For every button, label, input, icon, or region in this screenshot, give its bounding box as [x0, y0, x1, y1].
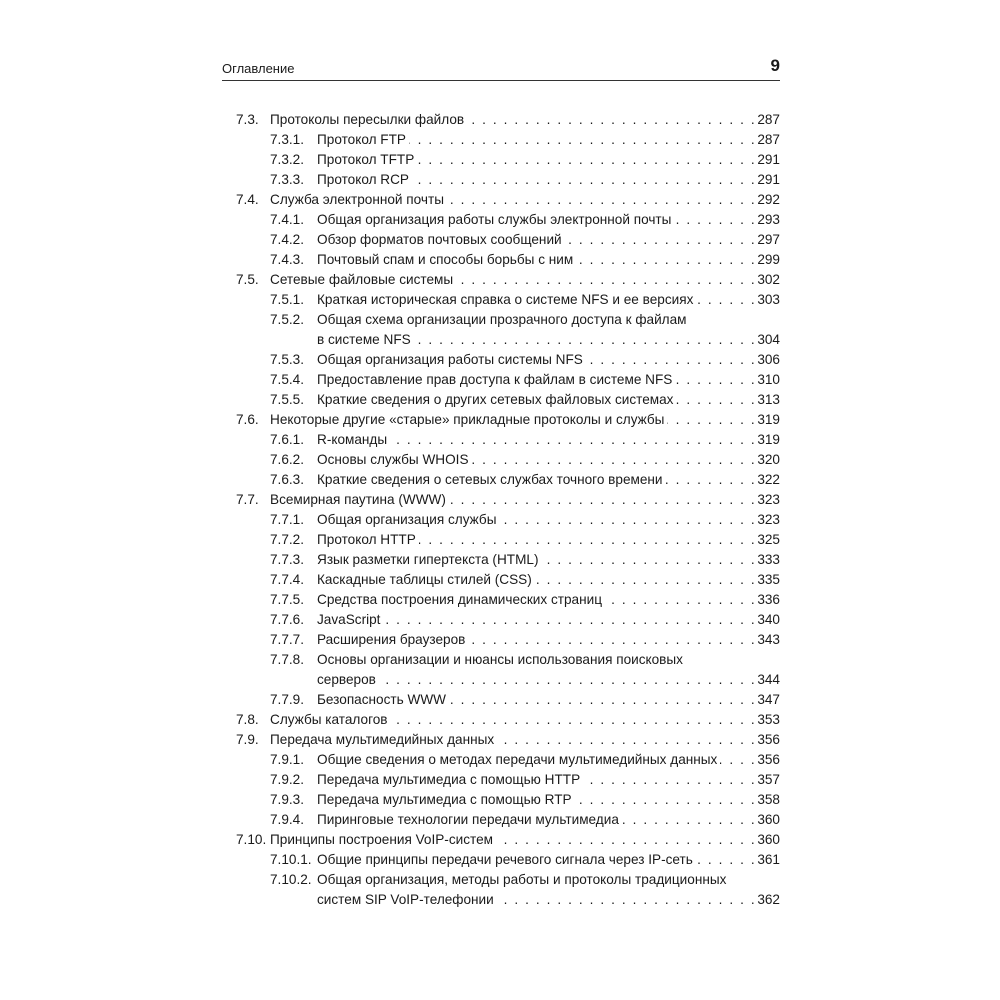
toc-entry-page: 336	[757, 592, 780, 607]
toc-entry-page: 319	[757, 432, 780, 447]
toc-subsection[interactable]	[222, 450, 780, 470]
toc-entry-number: 7.4.2.	[270, 232, 305, 247]
toc-entry-title: Предоставление прав доступа к файлам в системе NFS	[317, 372, 673, 387]
dot-leader	[576, 250, 756, 270]
toc-entry-number: 7.4.	[236, 192, 259, 207]
dot-leader	[541, 550, 756, 570]
toc-section[interactable]	[222, 110, 780, 130]
dot-leader	[496, 830, 756, 850]
running-title: Оглавление	[222, 61, 295, 76]
toc-subsection[interactable]	[222, 290, 780, 310]
toc-entry-page: 362	[757, 892, 780, 907]
toc-entry-title: Протокол RCP	[317, 172, 409, 187]
toc-subsection[interactable]	[222, 250, 780, 270]
toc-subsection[interactable]	[222, 310, 780, 350]
toc-entry-page: 291	[757, 152, 780, 167]
toc-entry-page: 293	[757, 212, 780, 227]
toc-subsection[interactable]	[222, 590, 780, 610]
toc-entry-title: Некоторые другие «старые» прикладные протоколы и службы	[270, 412, 665, 427]
dot-leader	[497, 730, 756, 750]
dot-leader	[467, 110, 756, 130]
toc-entry-title: Протокол TFTP	[317, 152, 415, 167]
toc-section[interactable]	[222, 190, 780, 210]
toc-entry-page: 356	[757, 732, 780, 747]
toc-entry-title-continued: серверов	[317, 672, 376, 687]
toc-entry-number: 7.10.	[236, 832, 267, 847]
toc-entry-number: 7.5.	[236, 272, 259, 287]
toc-subsection[interactable]	[222, 610, 780, 630]
toc-entry-title-continued: систем SIP VoIP-телефонии	[317, 892, 494, 907]
dot-leader	[535, 570, 757, 590]
toc-entry-number: 7.9.3.	[270, 792, 305, 807]
toc-entry-title: Краткие сведения о других сетевых файловых системах	[317, 392, 674, 407]
toc-entry-title: Каскадные таблицы стилей (CSS)	[317, 572, 532, 587]
toc-entry-page: 361	[757, 852, 780, 867]
toc-entry-number: 7.5.5.	[270, 392, 305, 407]
toc-entry-title: Средства построения динамических страниц	[317, 592, 602, 607]
toc-subsection[interactable]	[222, 690, 780, 710]
toc-entry-number: 7.7.2.	[270, 532, 305, 547]
toc-entry-number: 7.3.2.	[270, 152, 305, 167]
toc-entry-page: 306	[757, 352, 780, 367]
toc-entry-number: 7.7.8.	[270, 652, 305, 667]
dot-leader	[696, 850, 756, 870]
dot-leader	[447, 190, 756, 210]
toc-entry-page: 333	[757, 552, 780, 567]
toc-subsection[interactable]	[222, 770, 780, 790]
dot-leader	[409, 130, 756, 150]
toc-entry-title: Общая схема организации прозрачного доступа к файлам	[317, 312, 687, 327]
toc-entry-title: Обзор форматов почтовых сообщений	[317, 232, 562, 247]
dot-leader	[497, 890, 757, 910]
dot-leader	[583, 770, 756, 790]
toc-subsection[interactable]	[222, 750, 780, 770]
toc-entry-number: 7.7.9.	[270, 692, 305, 707]
page-number: 9	[770, 56, 780, 75]
toc-entry-page: 292	[757, 192, 780, 207]
toc-entry-page: 291	[757, 172, 780, 187]
toc-entry-number: 7.7.6.	[270, 612, 305, 627]
toc-entry-title: Общая организация работы системы NFS	[317, 352, 583, 367]
toc-entry-number: 7.6.1.	[270, 432, 305, 447]
toc-entry-number: 7.5.1.	[270, 292, 305, 307]
dot-leader	[499, 510, 756, 530]
toc-entry-page: 287	[757, 132, 780, 147]
toc-entry-title: Язык разметки гипертекста (HTML)	[317, 552, 539, 567]
toc-subsection[interactable]	[222, 810, 780, 830]
toc-subsection[interactable]	[222, 130, 780, 150]
toc-subsection[interactable]	[222, 150, 780, 170]
toc-entry-number: 7.4.1.	[270, 212, 305, 227]
dot-leader	[676, 390, 756, 410]
toc-entry-number: 7.7.1.	[270, 512, 305, 527]
toc-subsection[interactable]	[222, 570, 780, 590]
toc-subsection[interactable]	[222, 550, 780, 570]
toc-subsection[interactable]	[222, 530, 780, 550]
toc-section[interactable]	[222, 410, 780, 430]
toc-entry-title: Протокол HTTP	[317, 532, 416, 547]
toc-entry-number: 7.9.	[236, 732, 259, 747]
toc-entry-number: 7.10.2.	[270, 872, 312, 887]
toc-subsection[interactable]	[222, 870, 780, 910]
dot-leader	[696, 290, 756, 310]
toc-section[interactable]	[222, 710, 780, 730]
toc-subsection[interactable]	[222, 430, 780, 450]
toc-entry-title: Почтовый спам и способы борьбы с ним	[317, 252, 574, 267]
dot-leader	[472, 450, 757, 470]
dot-leader	[586, 350, 756, 370]
toc-entry-number: 7.4.3.	[270, 252, 305, 267]
toc-entry-title-continued: в системе NFS	[317, 332, 411, 347]
dot-leader	[675, 370, 756, 390]
toc-entry-number: 7.7.4.	[270, 572, 305, 587]
toc-subsection[interactable]	[222, 230, 780, 250]
dot-leader	[667, 410, 756, 430]
toc-entry-number: 7.6.3.	[270, 472, 305, 487]
toc-entry-number: 7.6.	[236, 412, 259, 427]
dot-leader	[468, 630, 756, 650]
toc-entry-number: 7.3.1.	[270, 132, 305, 147]
toc-entry-page: 302	[757, 272, 780, 287]
toc-entry-title: Протоколы пересылки файлов	[270, 112, 465, 127]
dot-leader	[391, 710, 757, 730]
toc-entry-number: 7.6.2.	[270, 452, 305, 467]
toc-subsection[interactable]	[222, 790, 780, 810]
toc-entry-page: 323	[757, 492, 780, 507]
toc-entry-number: 7.5.2.	[270, 312, 305, 327]
toc-subsection[interactable]	[222, 210, 780, 230]
toc-entry-title: Передача мультимедиа с помощью HTTP	[317, 772, 581, 787]
toc-entry-number: 7.7.7.	[270, 632, 305, 647]
toc-entry-page: 360	[757, 812, 780, 827]
dot-leader	[414, 330, 757, 350]
dot-leader	[412, 170, 756, 190]
toc-entry-page: 310	[757, 372, 780, 387]
toc-subsection[interactable]	[222, 630, 780, 650]
toc-entry-title: Общая организация службы	[317, 512, 497, 527]
table-of-contents	[222, 110, 780, 910]
toc-entry-title: Краткие сведения о сетевых службах точного времени	[317, 472, 663, 487]
toc-entry-page: 353	[757, 712, 780, 727]
toc-entry-page: 335	[757, 572, 780, 587]
toc-entry-page: 320	[757, 452, 780, 467]
toc-entry-title: Основы организации и нюансы использования поисковых	[317, 652, 683, 667]
toc-entry-page: 344	[757, 672, 780, 687]
toc-entry-number: 7.3.	[236, 112, 259, 127]
toc-entry-title: Всемирная паутина (WWW)	[270, 492, 446, 507]
toc-entry-page: 287	[757, 112, 780, 127]
toc-subsection[interactable]	[222, 170, 780, 190]
toc-entry-title: Основы службы WHOIS	[317, 452, 469, 467]
toc-entry-title: Общая организация работы службы электронной почты	[317, 212, 672, 227]
dot-leader	[575, 790, 757, 810]
dot-leader	[622, 810, 756, 830]
toc-entry-number: 7.7.5.	[270, 592, 305, 607]
toc-entry-title: Общие принципы передачи речевого сигнала через IP-сеть	[317, 852, 693, 867]
toc-entry-title: R-команды	[317, 432, 388, 447]
toc-entry-page: 357	[757, 772, 780, 787]
toc-entry-page: 347	[757, 692, 780, 707]
toc-entry-number: 7.5.3.	[270, 352, 305, 367]
toc-entry-page: 322	[757, 472, 780, 487]
toc-entry-page: 304	[757, 332, 780, 347]
dot-leader	[379, 670, 756, 690]
page-header	[222, 58, 780, 78]
toc-entry-number: 7.5.4.	[270, 372, 305, 387]
toc-subsection[interactable]	[222, 650, 780, 690]
toc-entry-page: 358	[757, 792, 780, 807]
dot-leader	[383, 610, 756, 630]
toc-entry-title: Протокол FTP	[317, 132, 406, 147]
toc-entry-title: Краткая историческая справка о системе NFS и ее версиях	[317, 292, 694, 307]
toc-subsection[interactable]	[222, 370, 780, 390]
toc-entry-title: Общая организация, методы работы и протоколы традиционных	[317, 872, 727, 887]
toc-subsection[interactable]	[222, 350, 780, 370]
toc-entry-number: 7.10.1.	[270, 852, 312, 867]
toc-entry-number: 7.3.3.	[270, 172, 305, 187]
toc-entry-number: 7.7.	[236, 492, 259, 507]
dot-leader	[456, 270, 756, 290]
dot-leader	[666, 470, 757, 490]
dot-leader	[565, 230, 757, 250]
toc-entry-page: 325	[757, 532, 780, 547]
toc-entry-page: 299	[757, 252, 780, 267]
toc-section[interactable]	[222, 490, 780, 510]
toc-entry-number: 7.9.4.	[270, 812, 305, 827]
toc-entry-title: Передача мультимедиа с помощью RTP	[317, 792, 572, 807]
toc-entry-page: 360	[757, 832, 780, 847]
toc-entry-number: 7.7.3.	[270, 552, 305, 567]
dot-leader	[674, 210, 756, 230]
toc-entry-title: Сетевые файловые системы	[270, 272, 454, 287]
toc-entry-number: 7.8.	[236, 712, 259, 727]
toc-entry-page: 313	[757, 392, 780, 407]
toc-entry-page: 323	[757, 512, 780, 527]
header-rule	[222, 80, 780, 81]
toc-entry-number: 7.9.1.	[270, 752, 305, 767]
toc-section[interactable]	[222, 830, 780, 850]
toc-entry-title: Передача мультимедийных данных	[270, 732, 495, 747]
toc-subsection[interactable]	[222, 510, 780, 530]
toc-subsection[interactable]	[222, 470, 780, 490]
toc-entry-page: 340	[757, 612, 780, 627]
toc-entry-title: Принципы построения VoIP-систем	[270, 832, 493, 847]
toc-entry-title: Служба электронной почты	[270, 192, 444, 207]
toc-entry-title: Службы каталогов	[270, 712, 388, 727]
dot-leader	[449, 490, 756, 510]
dot-leader	[390, 430, 756, 450]
toc-subsection[interactable]	[222, 850, 780, 870]
toc-entry-title: JavaScript	[317, 612, 381, 627]
dot-leader	[417, 150, 756, 170]
toc-entry-title: Расширения браузеров	[317, 632, 466, 647]
toc-entry-page: 297	[757, 232, 780, 247]
toc-entry-title: Общие сведения о методах передачи мультимедийных данных	[317, 752, 718, 767]
dot-leader	[605, 590, 756, 610]
toc-section[interactable]	[222, 270, 780, 290]
toc-entry-page: 303	[757, 292, 780, 307]
toc-entry-title: Пиринговые технологии передачи мультимедиа	[317, 812, 619, 827]
dot-leader	[720, 750, 756, 770]
toc-entry-page: 343	[757, 632, 780, 647]
dot-leader	[419, 530, 757, 550]
toc-section[interactable]	[222, 730, 780, 750]
toc-entry-title: Безопасность WWW	[317, 692, 446, 707]
toc-subsection[interactable]	[222, 390, 780, 410]
toc-entry-page: 356	[757, 752, 780, 767]
dot-leader	[449, 690, 756, 710]
toc-entry-number: 7.9.2.	[270, 772, 305, 787]
toc-entry-page: 319	[757, 412, 780, 427]
